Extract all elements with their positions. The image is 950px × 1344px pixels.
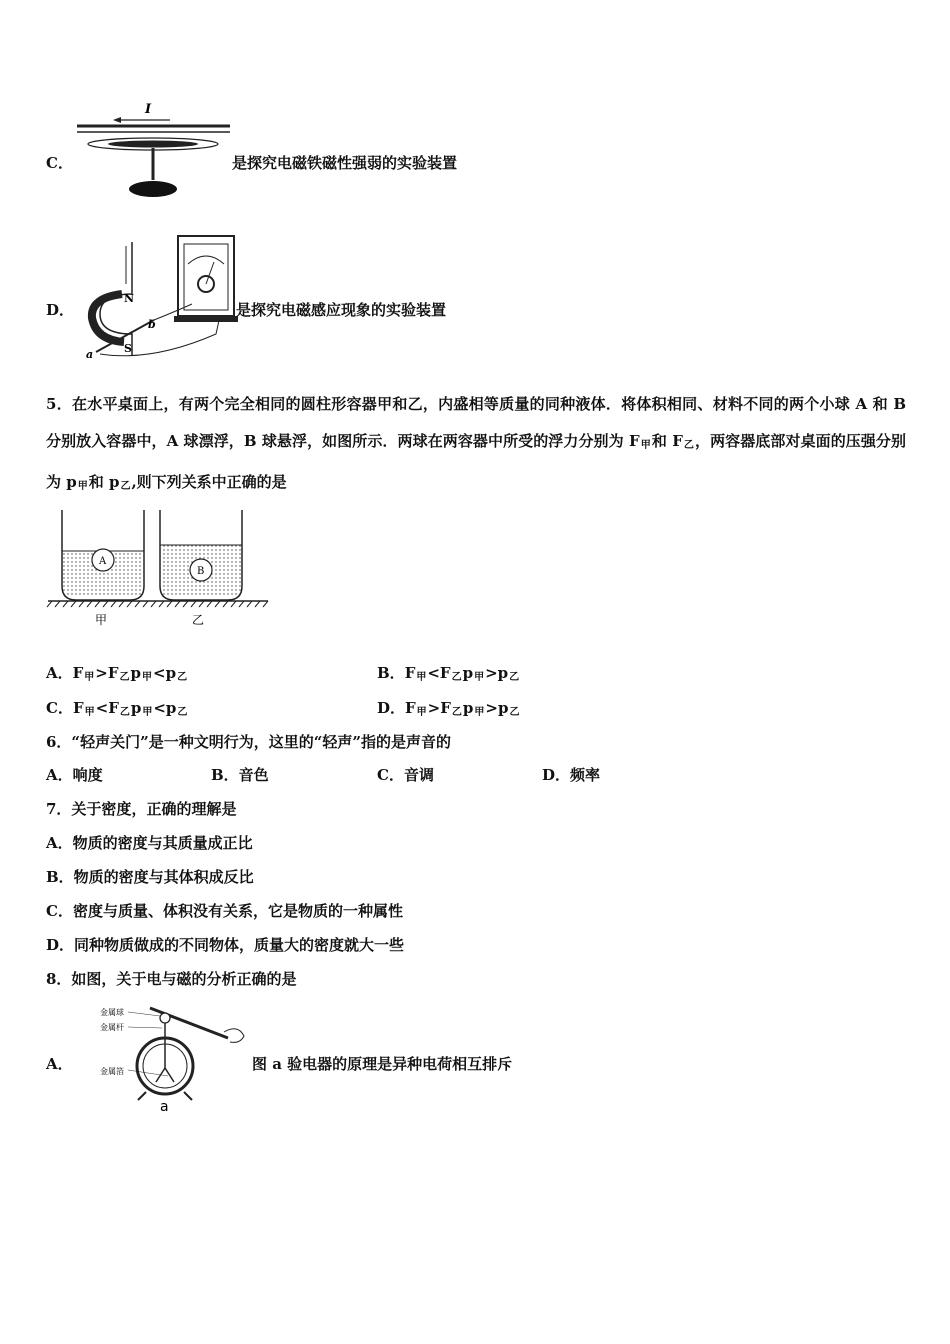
label-metal-ball: 金属球 bbox=[100, 1008, 124, 1017]
q8-stem: 8．如图，关于电与磁的分析正确的是 bbox=[46, 970, 297, 988]
current-label: I bbox=[145, 102, 152, 117]
q6-stem: 6．“轻声关门”是一种文明行为，这里的“轻声”指的是声音的 bbox=[46, 733, 451, 751]
q7-option-b[interactable]: B．物质的密度与其体积成反比 bbox=[46, 868, 254, 886]
pole-s: S bbox=[124, 342, 132, 355]
ball-a-label: A bbox=[99, 556, 107, 567]
q4-option-c-text: 是探究电磁铁磁性强弱的实验装置 bbox=[232, 154, 458, 172]
q8-option-a-letter: A． bbox=[46, 1055, 73, 1073]
q6-option-b[interactable]: B．音色 bbox=[211, 766, 269, 784]
wire-end-b: b bbox=[148, 318, 156, 331]
q6-option-d[interactable]: D．频率 bbox=[542, 766, 601, 784]
wire-end-a: a bbox=[86, 348, 94, 361]
q8-option-a-text[interactable]: 图 a 验电器的原理是异种电荷相互排斥 bbox=[252, 1055, 513, 1073]
q6-option-a[interactable]: A．响度 bbox=[46, 766, 103, 784]
label-metal-rod: 金属杆 bbox=[100, 1023, 124, 1032]
q6-option-c[interactable]: C．音调 bbox=[377, 766, 434, 784]
q7-option-d[interactable]: D．同种物质做成的不同物体，质量大的密度就大一些 bbox=[46, 936, 405, 954]
q5-stem: 5．在水平桌面上，有两个完全相同的圆柱形容器甲和乙，内盛相等质量的同种液体．将体积相同、材料不同的两个小球 A 和 B 分别放入容器中，A 球漂浮，B 球悬浮，如图所示．两球在两容器中所受的浮力分别为 $F_甲$和 $F_乙$，两容器底部对桌面的压强分别为 $p_甲$和 $p_乙$,则下列关系中正确的是 bbox=[46, 395, 907, 492]
q5-option-b[interactable]: B．$F_甲<F_乙p_甲>p_乙$ bbox=[377, 664, 520, 683]
q4-option-d-text: 是探究电磁感应现象的实验装置 bbox=[236, 301, 447, 319]
pole-n: N bbox=[124, 292, 135, 305]
q7-option-c[interactable]: C．密度与质量、体积没有关系，它是物质的一种属性 bbox=[46, 902, 403, 920]
q5-number: 5． bbox=[46, 395, 72, 413]
q5-option-d[interactable]: D．$F_甲>F_乙p_甲>p_乙$ bbox=[377, 699, 520, 718]
electroscope-figure bbox=[98, 1002, 248, 1114]
q4-option-d-letter: D． bbox=[46, 301, 75, 319]
q7-option-a[interactable]: A．物质的密度与其质量成正比 bbox=[46, 834, 253, 852]
containers-figure bbox=[46, 508, 276, 630]
label-yi: 乙 bbox=[192, 613, 205, 627]
q7-stem: 7．关于密度，正确的理解是 bbox=[46, 800, 237, 818]
electromagnet-figure bbox=[75, 98, 235, 203]
figure-caption-a: a bbox=[160, 1099, 169, 1115]
ball-b-label: B bbox=[197, 566, 205, 577]
q4-option-c-letter: C． bbox=[46, 154, 73, 172]
electromagnetic-induction-figure bbox=[82, 234, 242, 364]
q5-option-c[interactable]: C．$F_甲<F_乙p_甲<p_乙$ bbox=[46, 699, 188, 718]
label-jia: 甲 bbox=[95, 613, 108, 627]
q5-option-a[interactable]: A．$F_甲>F_乙p_甲<p_乙$ bbox=[46, 664, 188, 683]
label-metal-foil: 金属箔 bbox=[100, 1067, 124, 1076]
